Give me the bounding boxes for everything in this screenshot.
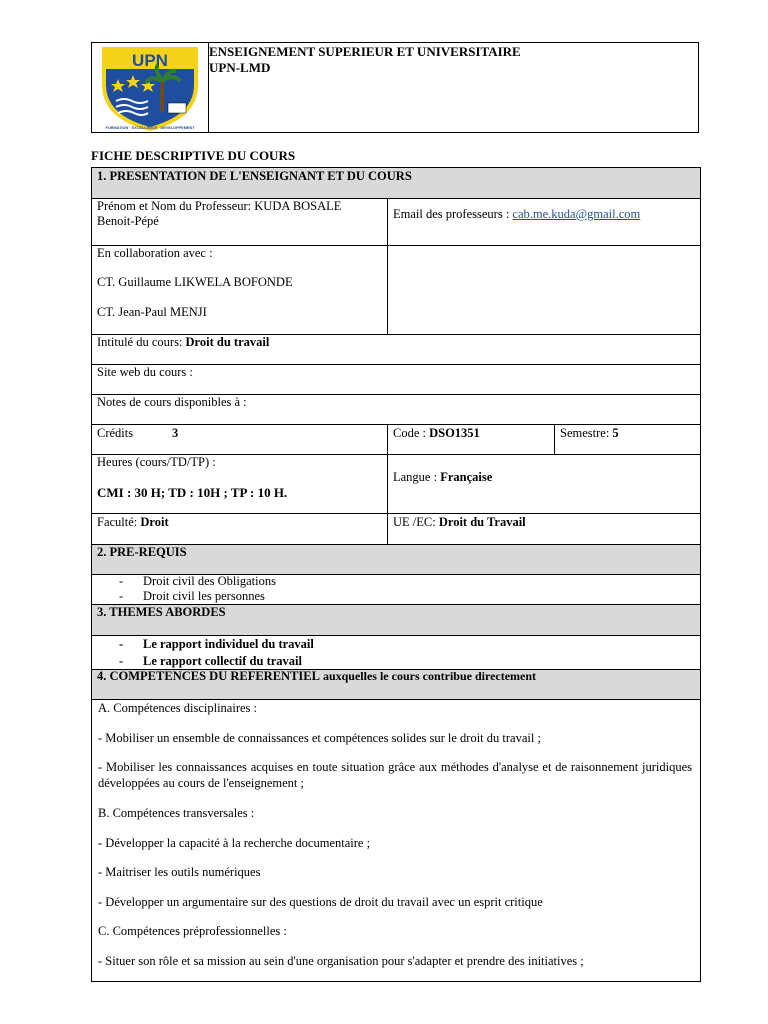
fiche-title: FICHE DESCRIPTIVE DU COURS [91,148,296,163]
competence-line: C. Compétences préprofessionnelles : [98,924,287,938]
upn-logo [98,45,202,131]
intitule-label: Intitulé du cours: [97,335,186,349]
logo-text: UPN [132,51,168,70]
intitule-value: Droit du travail [185,335,270,349]
notes-label: Notes de cours disponibles à : [97,395,247,409]
prereq-list [119,574,276,604]
professor-cell [97,199,385,229]
competence-line: A. Compétences disciplinaires : [98,701,257,715]
competence-line: - Développer un argumentaire sur des questions de droit du travail avec un esprit critique [98,895,543,909]
competence-line: - Mobiliser les connaissances acquises en toute situation grâce aux méthodes d'analyse et de raisonnement juridiques développées au cours de l'enseignement ; [98,760,692,790]
langue-label: Langue : [393,470,441,484]
header-line-1: ENSEIGNEMENT SUPERIEUR ET UNIVERSITAIRE [209,44,521,59]
competence-line: - Situer son rôle et sa mission au sein d'une organisation pour s'adapter et prendre des initiatives ; [98,954,584,968]
competence-line: - Mobiliser un ensemble de connaissances et compétences solides sur le droit du travail ; [98,731,541,745]
ue-cell [393,515,526,530]
semestre-label: Semestre: [560,426,613,440]
faculte-cell [97,515,169,530]
section3-title: 3. THEMES ABORDES [97,605,226,619]
faculte-value: Droit [140,515,169,529]
section4-title-bold: 4. COMPETENCES DU REFERENTIEL [97,669,320,683]
ue-value: Droit du Travail [438,515,526,529]
credits-label: Crédits [97,426,134,440]
faculte-label: Faculté: [97,515,141,529]
semestre-cell [560,426,619,441]
langue-value: Française [440,470,493,484]
competence-line: - Développer la capacité à la recherche documentaire ; [98,836,371,850]
code-value: DSO1351 [429,426,480,440]
heures-label: Heures (cours/TD/TP) : [97,455,216,469]
site-label: Site web du cours : [97,365,193,379]
themes-list [119,636,314,670]
header-line-2: UPN-LMD [209,60,271,75]
code-label: Code : [393,426,430,440]
credits-value: 3 [172,426,179,440]
email-link[interactable]: cab.me.kuda@gmail.com [512,207,641,221]
list-item: - Droit civil des Obligations [119,574,276,588]
heures-value: CMI : 30 H; TD : 10H ; TP : 10 H. [97,485,288,500]
email-cell [393,207,640,222]
intitule-row [97,335,269,350]
logo-motto: FORMATION · EXCELLENCE · DEVELOPPEMENT [105,126,195,130]
header-titles [209,44,521,76]
professor-name: Benoit-Pépé [97,214,159,228]
ue-label: UE /EC: [393,515,439,529]
langue-cell [393,470,492,485]
collab-1: CT. Guillaume LIKWELA BOFONDE [97,275,293,289]
collab-label: En collaboration avec : [97,246,213,260]
code-cell [393,426,480,441]
email-label: Email des professeurs : [393,207,513,221]
section1-title: 1. PRESENTATION DE L'ENSEIGNANT ET DU COURS [97,169,412,183]
semestre-value: 5 [612,426,619,440]
list-item: - Le rapport collectif du travail [119,654,302,668]
section2-title: 2. PRE-REQUIS [97,545,187,559]
document-header [91,42,699,133]
collab-2: CT. Jean-Paul MENJI [97,305,207,319]
logo-cell [92,43,209,132]
section4-title-rest: auxquelles le cours contribue directement [319,669,537,683]
professor-label: Prénom et Nom du Professeur: KUDA BOSALE [97,199,342,213]
competence-line: B. Compétences transversales : [98,806,255,820]
course-table [91,167,701,982]
section4-title [97,669,536,684]
list-item: - Le rapport individuel du travail [119,637,314,651]
competence-line: - Maitriser les outils numériques [98,865,261,879]
list-item: - Droit civil les personnes [119,589,265,603]
